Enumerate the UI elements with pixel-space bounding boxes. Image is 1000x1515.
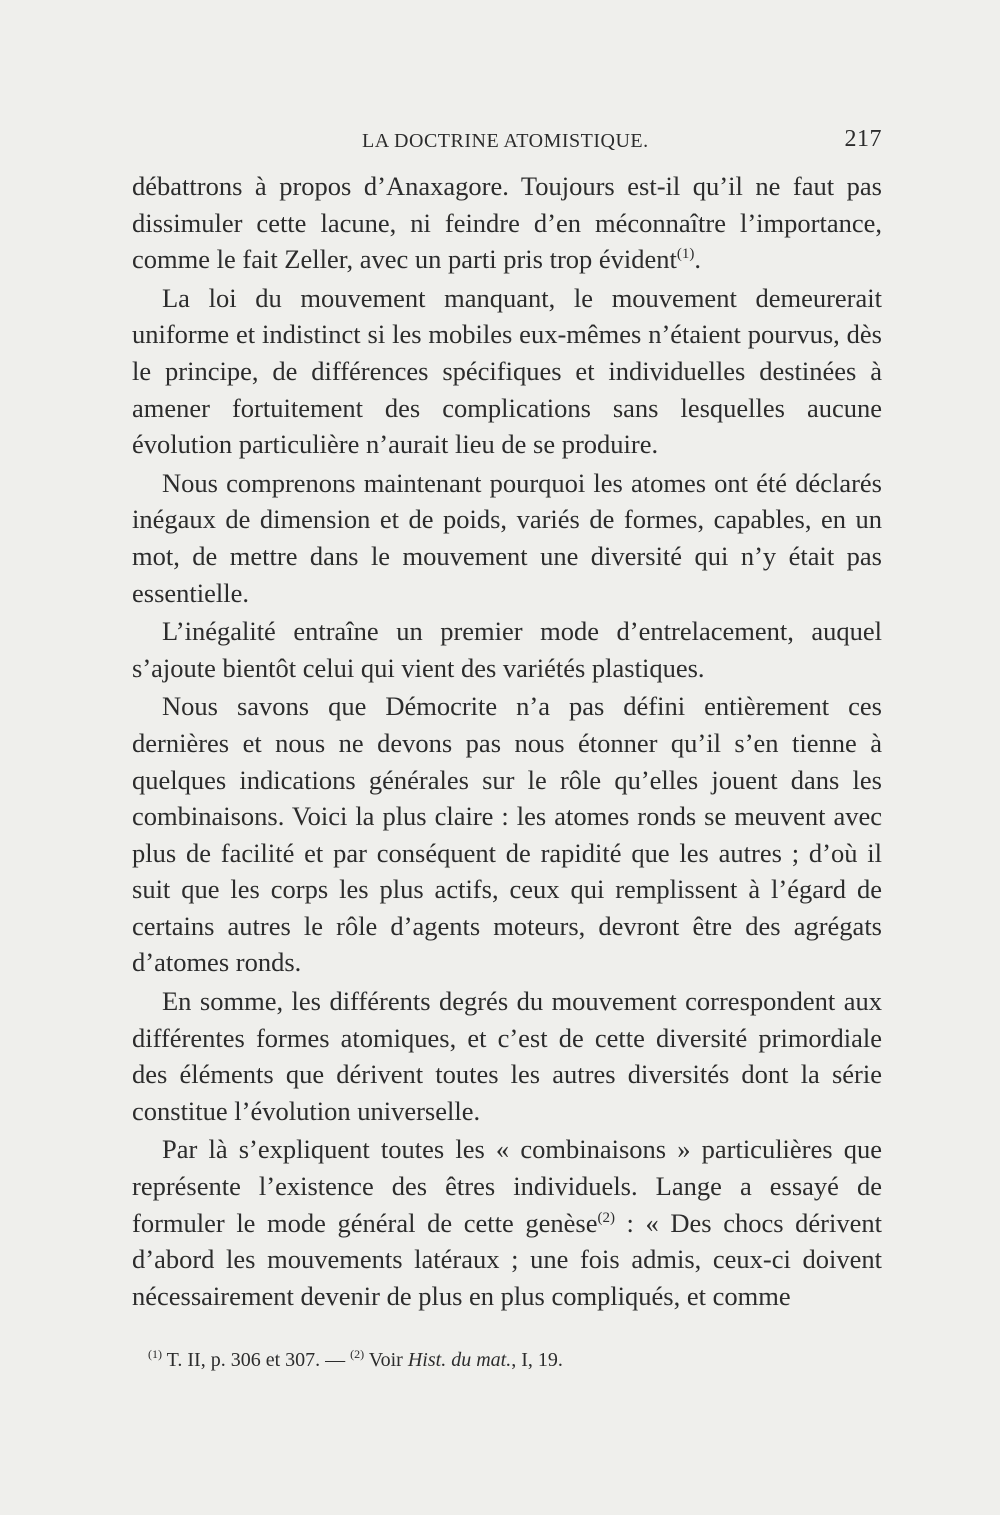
footnote-2-title: Hist. du mat.	[407, 1349, 512, 1371]
footnote-mark-2: (2)	[350, 1347, 365, 1361]
paragraph-1-text: débattrons à propos d’Anaxagore. Toujours est-il qu’il ne faut pas dissimuler cette lacune, ni feindre d’en méconnaître l’importance, comme le fait Zeller, avec un parti pris trop évident	[132, 171, 882, 275]
footnote-mark-1: (1)	[148, 1347, 162, 1361]
page-number: 217	[844, 126, 882, 152]
paragraph-1-tail: .	[694, 244, 702, 275]
paragraph-7-text: Par là s’expliquent toutes les « combinaisons » particulières que représente l’existence des êtres individuels. Lange a essayé de formuler le mode général de cette genèse	[132, 1134, 882, 1238]
paragraph-5: Nous savons que Démocrite n’a pas défini entièrement ces dernières et nous ne devons pas nous étonner qu’il s’en tienne à quelques indications générales sur le rôle qu’elles jouent dans les combinaisons. Voici la plus claire : les atomes ronds se meuvent avec plus de facilité et par conséquent de rapidité que les autres ; d’où il suit que les corps les plus actifs, ceux qui remplissent à l’égard de certains autres le rôle d’agents moteurs, devront être des agrégats d’atomes ronds.	[132, 691, 882, 978]
footnote-2-suffix: , I, 19.	[511, 1349, 563, 1371]
footnote-2-prefix: Voir	[364, 1349, 408, 1371]
paragraph-1	[132, 168, 882, 278]
footnotes	[148, 1346, 848, 1374]
paragraph-6: En somme, les différents degrés du mouvement correspondent aux différentes formes atomiques, et c’est de cette diversité primordiale des éléments que dérivent toutes les autres diversités dont la série constitue l’évolution universelle.	[132, 986, 882, 1126]
paragraph-7	[132, 1131, 882, 1314]
footnote-ref-2: (2)	[597, 1209, 615, 1226]
paragraph-3: Nous comprenons maintenant pourquoi les atomes ont été déclarés inégaux de dimension et de poids, variés de formes, capables, en un mot, de mettre dans le mouvement une diversité qui n’y était pas essentielle.	[132, 467, 882, 608]
paragraph-4: L’inégalité entraîne un premier mode d’entrelacement, auquel s’ajoute bientôt celui qui vient des variétés plastiques.	[132, 616, 882, 683]
running-head	[132, 126, 882, 160]
footnote-1-text: T. II, p. 306 et 307. —	[162, 1349, 351, 1371]
running-title: LA DOCTRINE ATOMISTIQUE.	[362, 130, 649, 152]
footnote-ref-1: (1)	[676, 246, 695, 263]
paragraph-7-tail: : « Des chocs dérivent d’abord les mouvements latéraux ; une fois admis, ceux-ci doivent nécessairement devenir de plus en plus compliqués, et comme	[132, 1207, 882, 1311]
body-text	[132, 168, 882, 1314]
paragraph-2: La loi du mouvement manquant, le mouvement demeurerait uniforme et indistinct si les mobiles eux-mêmes n’étaient pourvus, dès le principe, de différences spécifiques et individuelles destinées à amener fortuitement des complications sans lesquelles aucune évolution particulière n’aurait lieu de se produire.	[132, 282, 882, 460]
